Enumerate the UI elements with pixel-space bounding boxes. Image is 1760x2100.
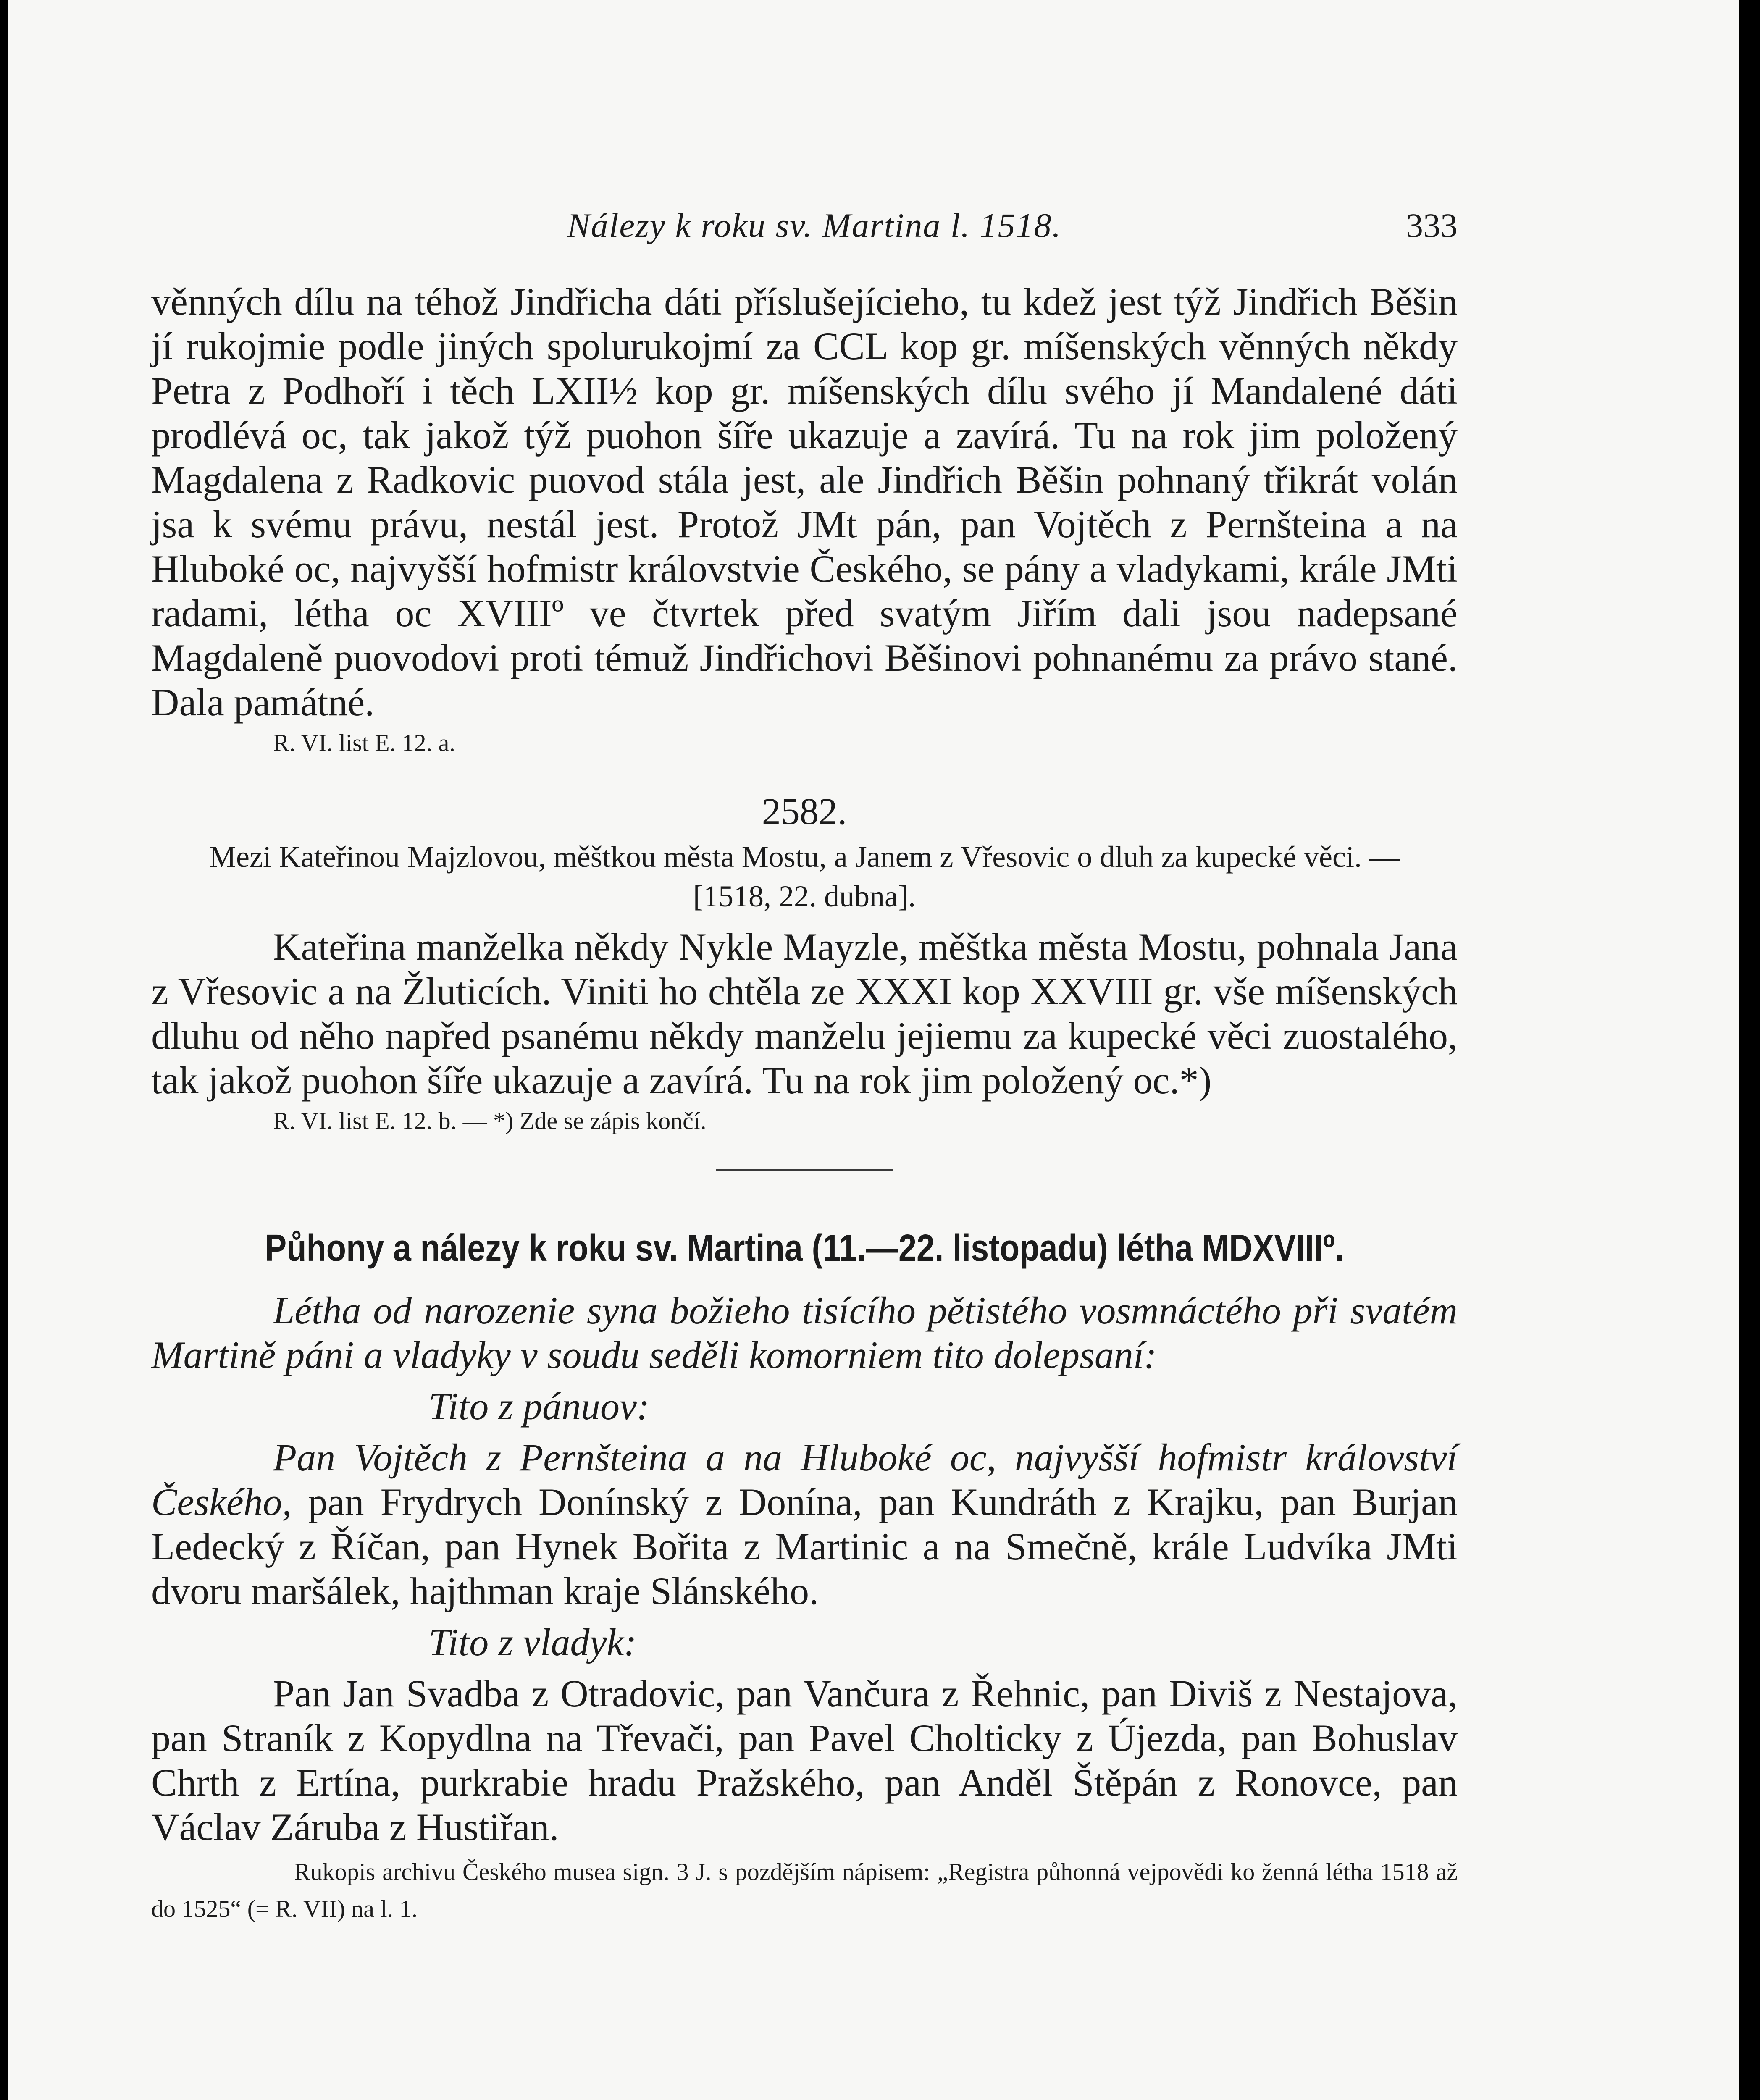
lords-heading: Tito z pánuov: bbox=[428, 1385, 650, 1428]
entry-paragraph: Kateřina manželka někdy Nykle Mayzle, měštka města Mostu, pohnala Jana z Vřesovic a na Žluticích. Viniti ho chtěla ze XXXI kop XXVIII gr. vše míšenských dluhu od něho napřed psanému někdy manželu jejiemu za kupecké věci zuostalého, tak jakož puohon šíře ukazuje a zavírá. Tu na rok jim položený oc.*) bbox=[151, 925, 1458, 1102]
running-title: Nálezy k roku sv. Martina l. 1518. bbox=[567, 206, 1062, 244]
page-number: 333 bbox=[1406, 206, 1458, 244]
main-text bbox=[151, 279, 1458, 1927]
page-header bbox=[151, 197, 1458, 256]
scanned-page bbox=[8, 0, 1739, 2100]
source-reference-2: R. VI. list E. 12. b. — *) Zde se zápis končí. bbox=[273, 1107, 707, 1134]
knights-heading: Tito z vladyk: bbox=[428, 1621, 637, 1664]
section-heading: Půhony a nálezy k roku sv. Martina (11.—22. listopadu) létha MDXVIIIº. bbox=[265, 1227, 1344, 1269]
lords-list bbox=[151, 1435, 1458, 1613]
entry-number: 2582. bbox=[762, 791, 847, 832]
knights-list: Pan Jan Svadba z Otradovic, pan Vančura z Řehnic, pan Diviš z Nestajova, pan Straník z Kopydlna na Třevači, pan Pavel Cholticky z Újezda, pan Bohuslav Chrth z Ertína, purkrabie hradu Pražského, pan Anděl Štěpán z Ronovce, pan Václav Záruba z Hustiřan. bbox=[151, 1672, 1458, 1848]
lords-list-rest: pan Frydrych Donínský z Donína, pan Kundráth z Krajku, pan Burjan Ledecký z Říčan, pan Hynek Bořita z Martinic a na Smečně, krále Ludvíka JMti dvoru maršálek, hajthman kraje Slánského. bbox=[151, 1480, 1458, 1612]
paragraph-continuation: věnných dílu na téhož Jindřicha dáti příslušejícieho, tu kdež jest týž Jindřich Běšin jí rukojmie podle jiných spolurukojmí za CCL kop gr. míšenských věnných někdy Petra z Podhoří i těch LXII½ kop gr. míšenských dílu svého jí Mandalené dáti prodlévá oc, tak jakož týž puohon šíře ukazuje a zavírá. Tu na rok jim položený Magdalena z Radkovic puovod stála jest, ale Jindřich Běšin pohnaný třikrát volán jsa k svému právu, nestál jest. Protož JMt pán, pan Vojtěch z Pernšteina a na Hluboké oc, najvyšší hofmistr královstvie Českého, se pány a vladykami, krále JMti radami, létha oc XVIIIº ve čtvrtek před svatým Jiřím dali jsou nadepsané Magdaleně puovodovi proti témuž Jindřichovi Běšinovi pohnanému za právo stané. Dala památné. bbox=[151, 280, 1458, 724]
source-reference: R. VI. list E. 12. a. bbox=[273, 729, 455, 756]
footnote: Rukopis archivu Českého musea sign. 3 J. s pozdějším nápisem: „Registra půhonná vejpovědi ko ženná létha 1518 až do 1525“ (= R. VII) na l. 1. bbox=[151, 1858, 1458, 1922]
entry-summary: Mezi Kateřinou Majzlovou, měštkou města Mostu, a Janem z Vřesovic o dluh za kupecké věci. — [1518, 22. dubna]. bbox=[209, 840, 1400, 913]
session-intro: Létha od narozenie syna božieho tisícího pětistého vosmnáctého při svatém Martině páni a vladyky v soudu seděli komorniem tito dolepsaní: bbox=[151, 1289, 1458, 1376]
lords-list-italic: Pan Vojtěch z Pernšteina a na Hluboké oc, najvyšší hofmistr království Českého, bbox=[151, 1436, 1458, 1523]
section-divider bbox=[716, 1169, 893, 1171]
